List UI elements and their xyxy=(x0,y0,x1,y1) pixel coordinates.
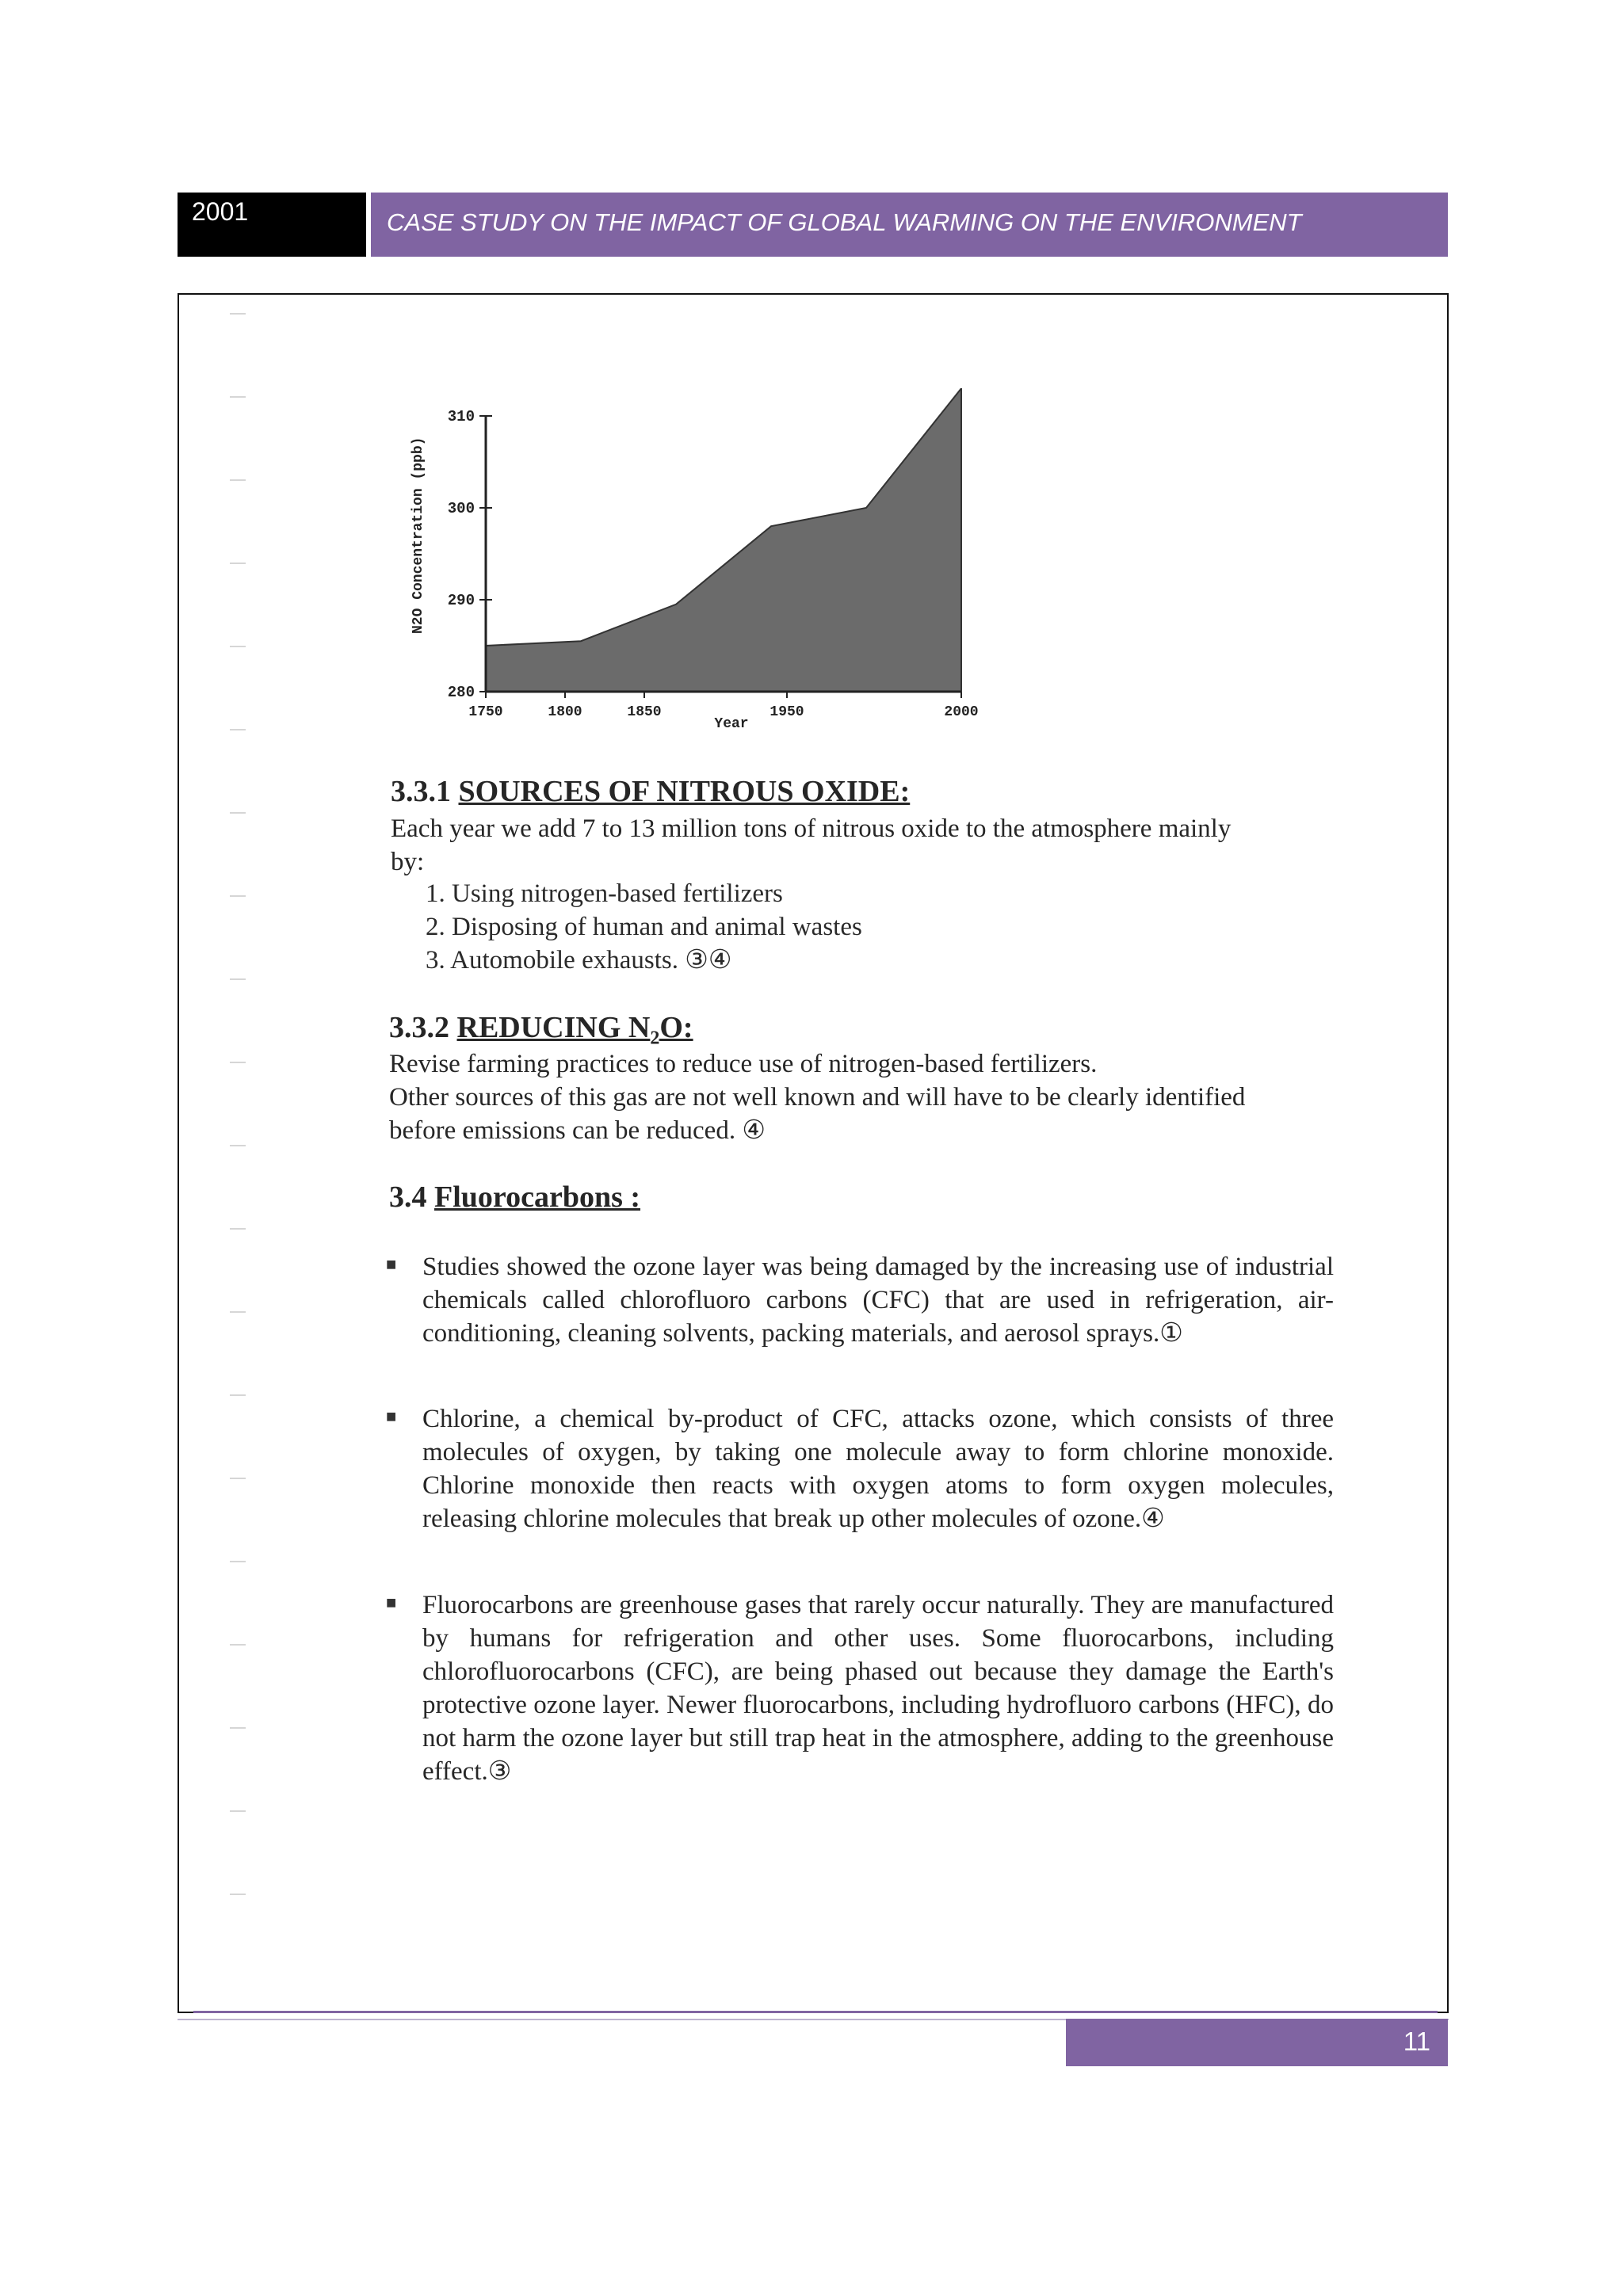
bullet-icon: ■ xyxy=(386,1406,397,1426)
scan-margin-marks xyxy=(230,313,249,1977)
chart-y-tick-label: 300 xyxy=(447,500,475,517)
bullet-icon: ■ xyxy=(386,1592,397,1612)
chart-y-tick-label: 310 xyxy=(447,408,475,425)
section-34-heading xyxy=(389,1180,640,1214)
footer-separator xyxy=(193,2011,1438,2013)
section-332-line1: Revise farming practices to reduce use of nitrogen-based fertilizers. xyxy=(389,1050,1098,1078)
chart-x-axis-label: Year xyxy=(714,716,749,732)
section-331-heading xyxy=(391,775,910,808)
chart-x-tick-label: 1800 xyxy=(548,704,582,720)
chart-x-tick-label: 1850 xyxy=(627,704,662,720)
chart-area-series xyxy=(486,388,961,692)
page-number: 11 xyxy=(1066,2019,1448,2066)
section-331-title: SOURCES OF NITROUS OXIDE: xyxy=(458,775,911,808)
chart-x-tick-label: 1950 xyxy=(769,704,804,720)
fluorocarbon-bullet-1: Studies showed the ozone layer was being damaged by the increasing use of industrial chemicals called chlorofluoro carbons (CFC) that are used in refrigeration, air-conditioning, cleaning solvents, packing materials, and aerosol sprays.① xyxy=(422,1253,1334,1348)
bullet-icon: ■ xyxy=(386,1254,397,1274)
fluorocarbon-bullet-2: Chlorine, a chemical by-product of CFC, attacks ozone, which consists of three molecules of oxygen, by taking one molecule away to form chlorine monoxide. Chlorine monoxide then reacts with oxygen atoms to form oxygen molecules, releasing chlorine molecules that break up other molecules of ozone.④ xyxy=(422,1405,1334,1533)
chart-y-axis-label: N2O Concentration (ppb) xyxy=(411,437,426,634)
chart-x-tick-label: 1750 xyxy=(468,704,503,720)
section-332-line2: Other sources of this gas are not well known and will have to be clearly identified xyxy=(389,1083,1246,1112)
source-item-3: 3. Automobile exhausts. ③④ xyxy=(426,946,732,974)
fluorocarbon-bullet-3: Fluorocarbons are greenhouse gases that rarely occur naturally. They are manufactured by humans for refrigeration and other uses. Some fluorocarbons, including chlorofluorocarbons (CFC), are being phased out because they damage the Earth's protective ozone layer. Newer fluorocarbons, including hydrofluoro carbons (HFC), do not harm the ozone layer but still trap heat in the atmosphere, adding to the greenhouse effect.③ xyxy=(422,1591,1334,1786)
source-item-1: 1. Using nitrogen-based fertilizers xyxy=(426,879,783,908)
section-332-line3: before emissions can be reduced. ④ xyxy=(389,1116,766,1145)
section-331-number: 3.3.1 xyxy=(391,775,451,808)
n2o-concentration-chart xyxy=(396,388,1014,745)
section-332-number: 3.3.2 xyxy=(389,1011,449,1044)
chart-x-tick-label: 2000 xyxy=(944,704,979,720)
section-34-number: 3.4 xyxy=(389,1180,427,1214)
section-34-title: Fluorocarbons : xyxy=(434,1180,641,1214)
chart-y-tick-label: 290 xyxy=(447,592,475,609)
section-331-intro-line1: Each year we add 7 to 13 million tons of nitrous oxide to the atmosphere mainly xyxy=(391,814,1232,843)
chart-y-tick-label: 280 xyxy=(447,684,475,701)
section-331-intro-line2: by: xyxy=(391,848,425,876)
source-item-2: 2. Disposing of human and animal wastes xyxy=(426,913,862,941)
section-332-title: REDUCING $N_2O$: xyxy=(456,1011,693,1049)
header-title: CASE STUDY ON THE IMPACT OF GLOBAL WARMING ON THE ENVIRONMENT xyxy=(366,193,1448,257)
header-year: 2001 xyxy=(178,193,366,257)
